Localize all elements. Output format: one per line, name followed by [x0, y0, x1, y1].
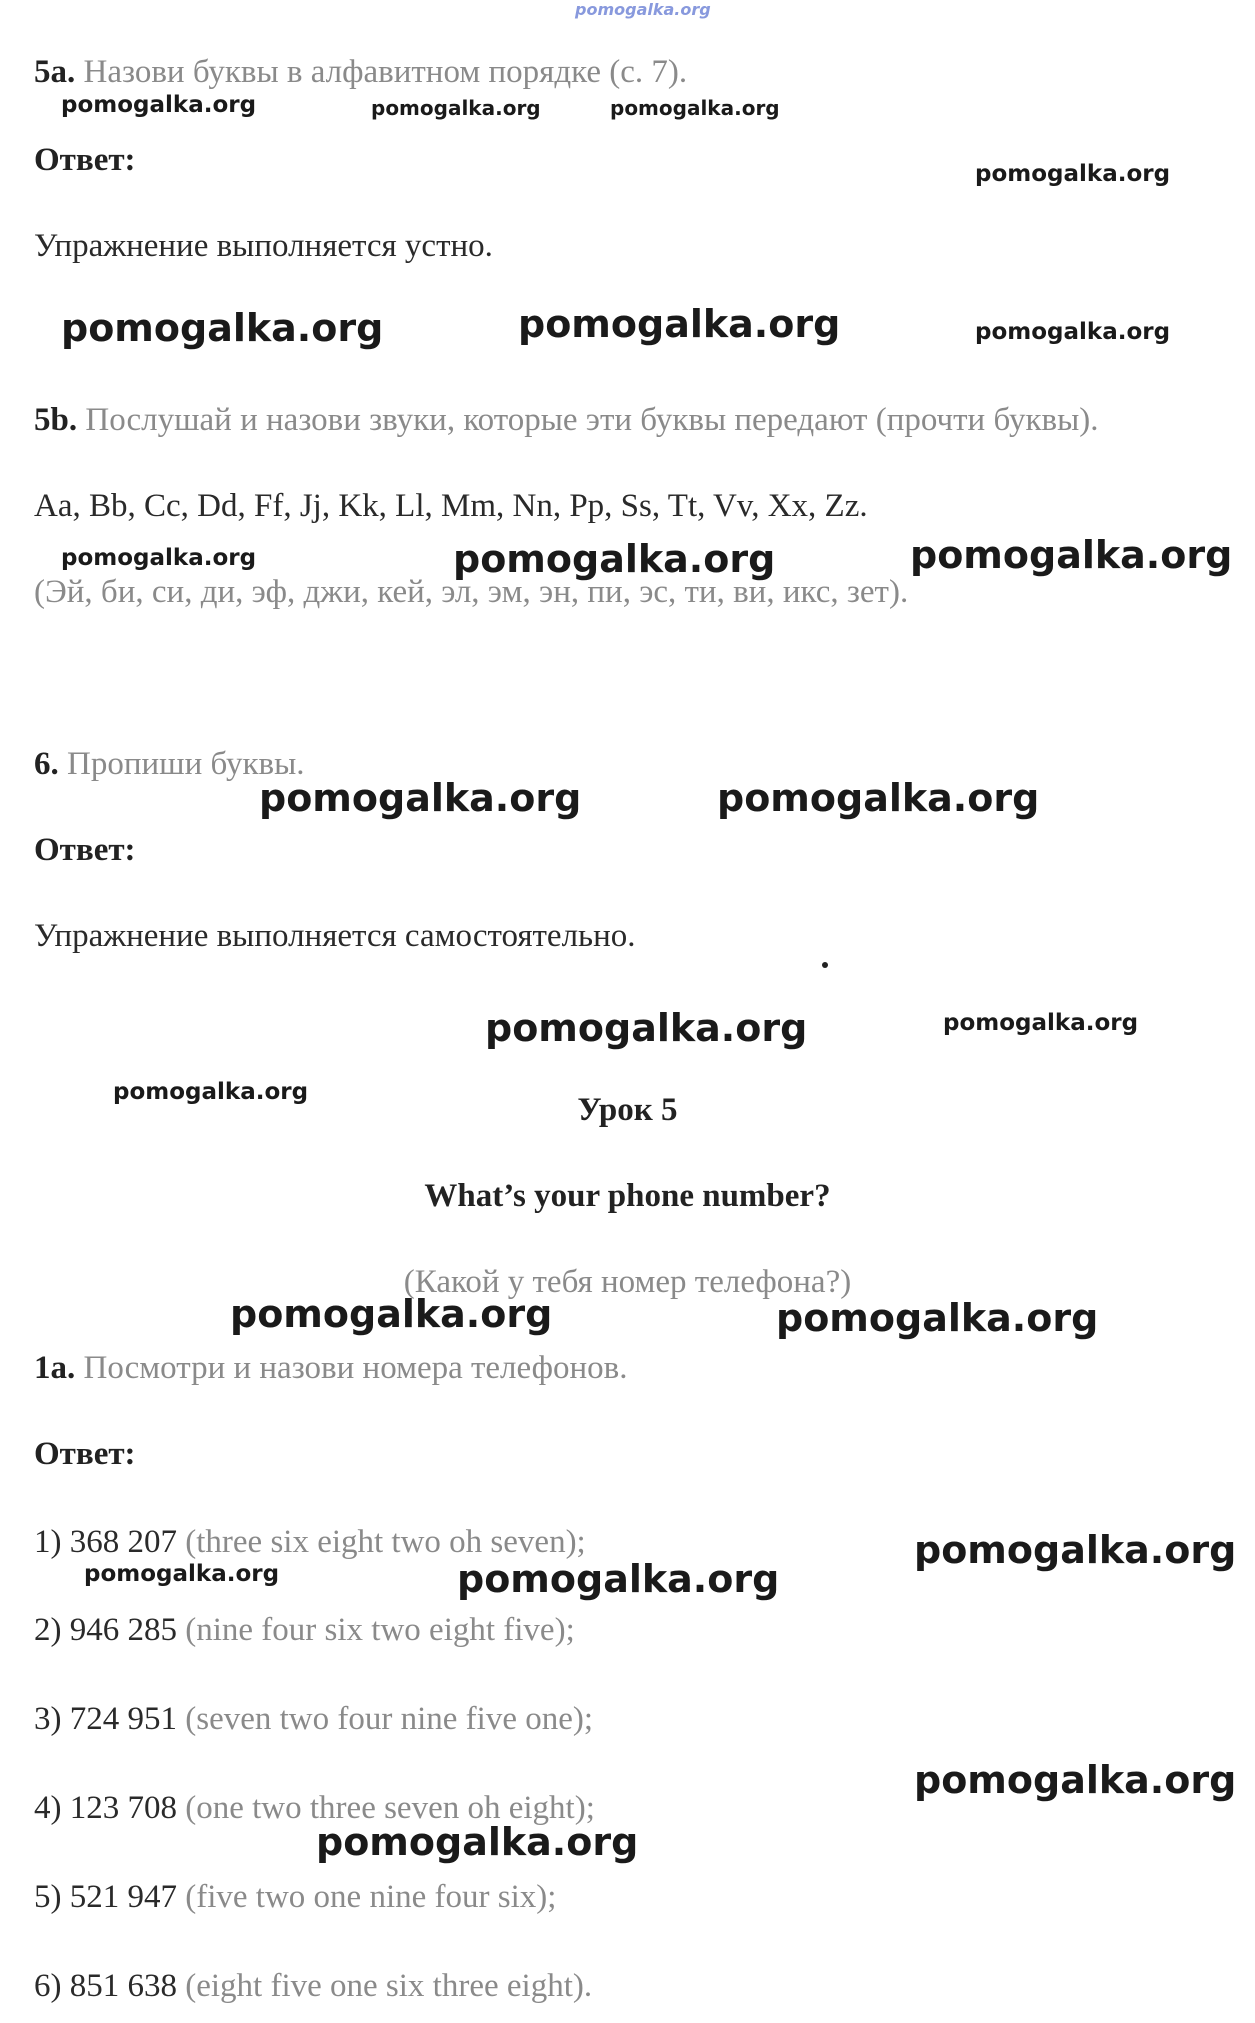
list-item — [34, 1966, 592, 2006]
exercise-number: 5a. — [34, 54, 76, 90]
phone-words: (eight five one six three eight). — [185, 1968, 593, 2004]
phone-number: 2) 946 285 — [34, 1612, 177, 1648]
exercise-number: 1a. — [34, 1350, 76, 1386]
letters-line: Aa, Bb, Cc, Dd, Ff, Jj, Kk, Ll, Mm, Nn, Pp, Ss, Tt, Vv, Xx, Zz. — [34, 488, 868, 524]
watermark-text: pomogalka.org — [717, 776, 1040, 820]
phone-words: (one two three seven oh eight); — [185, 1790, 595, 1826]
watermark-text: pomogalka.org — [485, 1006, 808, 1050]
watermark-text: pomogalka.org — [61, 92, 257, 118]
phone-words: (three six eight two oh seven); — [185, 1524, 586, 1560]
phone-number: 5) 521 947 — [34, 1879, 177, 1915]
watermark-text: pomogalka.org — [84, 1561, 280, 1587]
lesson-translation: (Какой у тебя номер телефона?) — [403, 1264, 852, 1300]
watermark-text: pomogalka.org — [259, 776, 582, 820]
task-text: Посмотри и назови номера телефонов. — [83, 1350, 628, 1386]
phone-number: 4) 123 708 — [34, 1790, 177, 1826]
task-text: Пропиши буквы. — [67, 746, 305, 782]
watermark-text: pomogalka.org — [113, 1079, 309, 1105]
phone-number: 6) 851 638 — [34, 1968, 177, 2004]
lesson-title: Урок 5 — [577, 1092, 678, 1128]
watermark-text: pomogalka.org — [975, 161, 1171, 187]
watermark-text: pomogalka.org — [371, 96, 541, 120]
watermark-text: pomogalka.org — [776, 1296, 1099, 1340]
watermark-text: pomogalka.org — [316, 1820, 639, 1864]
task-text: Послушай и назови звуки, которые эти буквы передают (прочти буквы). — [85, 402, 1099, 438]
watermark-text: pomogalka.org — [230, 1292, 553, 1336]
top-watermark: pomogalka.org — [575, 0, 711, 19]
list-item — [34, 1522, 586, 1562]
list-item — [34, 1610, 575, 1650]
answer-label: Ответ: — [34, 1436, 136, 1472]
ink-dot — [822, 962, 828, 968]
watermark-text: pomogalka.org — [914, 1528, 1237, 1572]
watermark-text: pomogalka.org — [910, 533, 1233, 577]
watermark-text: pomogalka.org — [610, 96, 780, 120]
exercise-number: 6. — [34, 746, 59, 782]
phone-number: 1) 368 207 — [34, 1524, 177, 1560]
list-item — [34, 1877, 556, 1917]
exercise-5b-task — [34, 400, 1099, 440]
watermark-text: pomogalka.org — [943, 1010, 1139, 1036]
exercise-1a-task — [34, 1348, 627, 1388]
phone-words: (five two one nine four six); — [185, 1879, 557, 1915]
watermark-text: pomogalka.org — [914, 1758, 1237, 1802]
phone-words: (nine four six two eight five); — [185, 1612, 575, 1648]
watermark-text: pomogalka.org — [518, 302, 841, 346]
answer-text: Упражнение выполняется самостоятельно. — [34, 918, 636, 954]
watermark-text: pomogalka.org — [457, 1557, 780, 1601]
phone-words: (seven two four nine five one); — [185, 1701, 594, 1737]
lesson-subtitle: What’s your phone number? — [424, 1178, 831, 1214]
answer-label: Ответ: — [34, 832, 136, 868]
answer-label: Ответ: — [34, 142, 136, 178]
watermark-text: pomogalka.org — [453, 537, 776, 581]
exercise-number: 5b. — [34, 402, 78, 438]
answer-text: Упражнение выполняется устно. — [34, 228, 493, 264]
watermark-text: pomogalka.org — [61, 306, 384, 350]
phone-number: 3) 724 951 — [34, 1701, 177, 1737]
watermark-text: pomogalka.org — [61, 545, 257, 571]
watermark-text: pomogalka.org — [975, 319, 1171, 345]
sounds-line: (Эй, би, си, ди, эф, джи, кей, эл, эм, эн, пи, эс, ти, ви, икс, зет). — [34, 574, 909, 610]
exercise-5a-task — [34, 52, 687, 92]
list-item — [34, 1699, 593, 1739]
task-text: Назови буквы в алфавитном порядке (с. 7). — [83, 54, 688, 90]
